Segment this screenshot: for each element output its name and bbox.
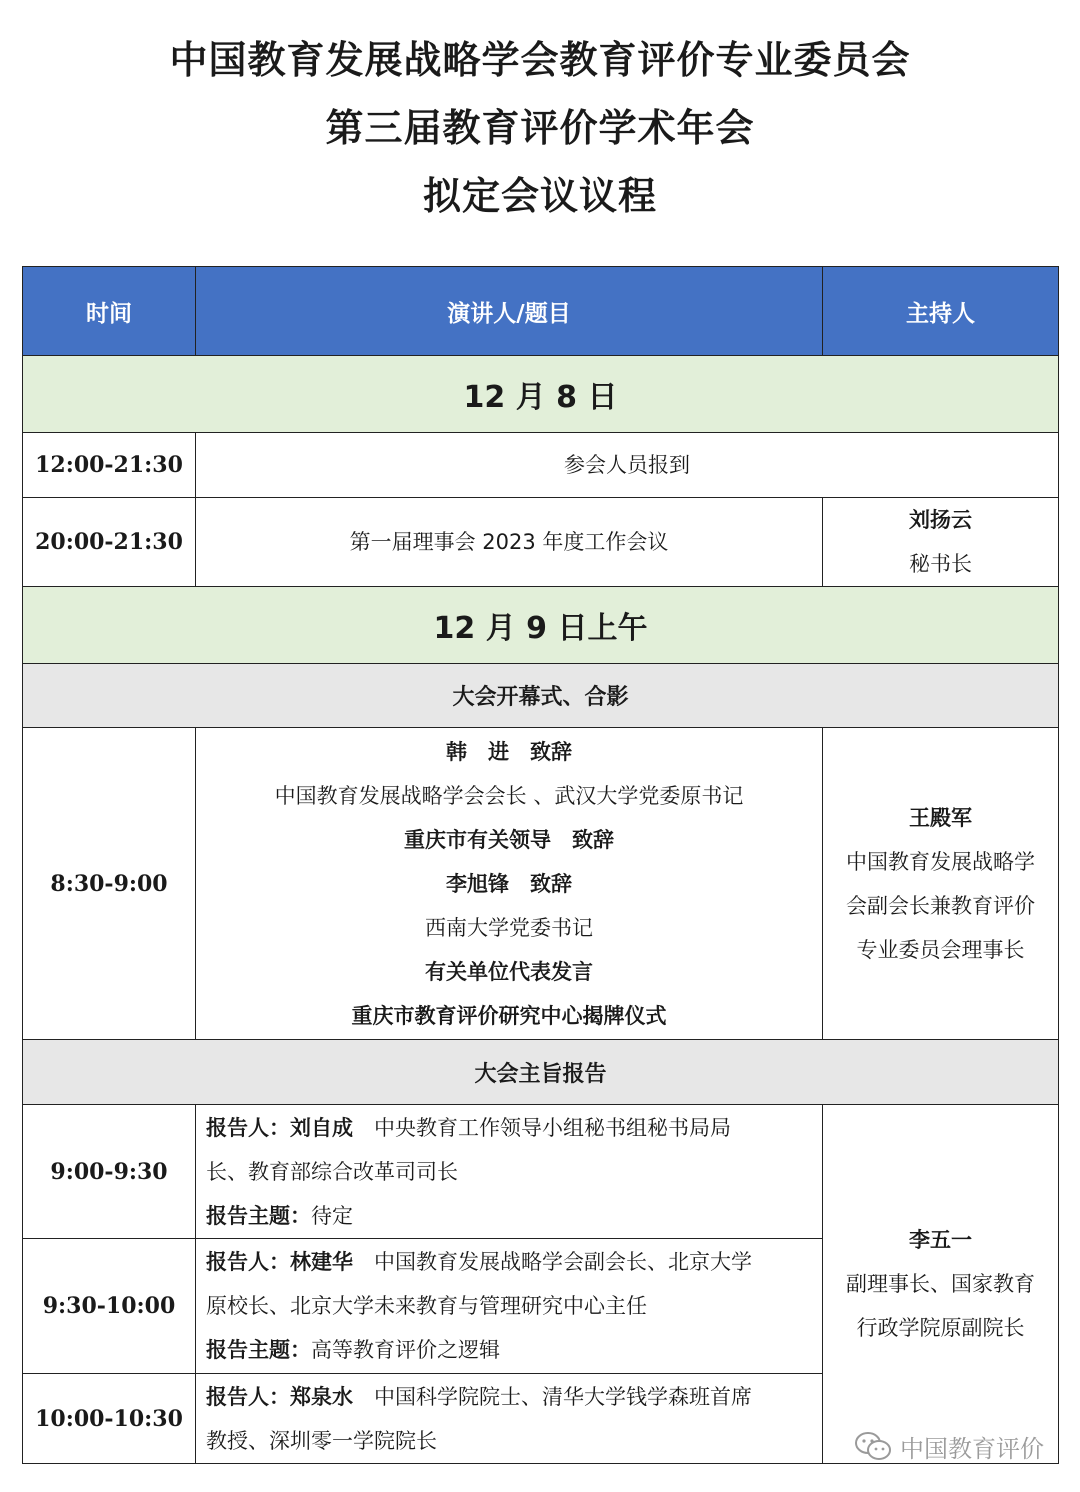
document-title [0,30,1080,234]
reporter-line [206,1106,812,1150]
topic-label: 报告主题： [206,1203,311,1228]
speech-item: 李旭锋 致辞 [446,871,572,896]
report-cell [196,1105,823,1239]
title-line-3: 拟定会议议程 [422,174,657,218]
time-cell: 8:30-9:00 [23,728,196,1040]
reporter-desc: 中央教育工作领导小组秘书组秘书局局 [374,1115,731,1140]
speech-item: 重庆市有关领导 致辞 [404,827,614,852]
speaker-cell [196,728,823,1040]
watermark-text: 中国教育评价 [900,1434,1044,1463]
host-cell [823,1105,1059,1464]
reporter-desc: 中国教育发展战略学会副会长、北京大学 [374,1250,752,1274]
topic-text: 待定 [311,1203,353,1228]
section-label: 大会开幕式、合影 [23,664,1059,728]
time-cell: 12:00-21:30 [23,433,196,498]
reporter-name: 林建华 [290,1250,353,1274]
host-title: 行政学院原副院长 [856,1316,1025,1340]
reporter-name: 郑泉水 [290,1384,353,1409]
header-host: 主持人 [823,267,1059,356]
agenda-table [22,266,1059,1464]
speech-item: 有关单位代表发言 [425,959,593,984]
topic-line [206,1194,812,1238]
topic-text: 高等教育评价之逻辑 [311,1338,500,1362]
host-title: 秘书长 [909,552,972,576]
time-cell: 10:00-10:30 [23,1374,196,1464]
host-cell [823,498,1059,587]
title-line-2: 第三届教育评价学术年会 [325,106,755,150]
title-line-1: 中国教育发展战略学会教育评价专业委员会 [169,38,911,82]
reporter-line [206,1375,812,1419]
reporter-label: 报告人： [206,1384,290,1409]
section-label: 大会主旨报告 [23,1040,1059,1105]
wechat-icon [854,1431,892,1461]
header-row [23,267,1059,356]
section-row [23,664,1059,728]
host-title: 会副会长兼教育评价 [846,893,1035,918]
reporter-name: 刘自成 [290,1115,353,1140]
host-title: 中国教育发展战略学 [846,849,1035,874]
time-cell: 9:30-10:00 [23,1239,196,1374]
speaker-title: 西南大学党委书记 [425,915,593,940]
host-name: 刘扬云 [909,508,972,532]
header-time: 时间 [23,267,196,356]
host-cell [823,728,1059,1040]
host-name: 李五一 [909,1228,972,1252]
topic-line [206,1328,812,1372]
day-row-1 [23,356,1059,433]
header-speaker: 演讲人/题目 [196,267,823,356]
agenda-row [23,433,1059,498]
time-cell: 20:00-21:30 [23,498,196,587]
day-label: 12 月 8 日 [23,356,1059,433]
day-label: 12 月 9 日上午 [23,587,1059,664]
event-cell: 第一届理事会 2023 年度工作会议 [196,498,823,587]
reporter-line [206,1240,812,1284]
report-cell [196,1374,823,1464]
reporter-desc-2: 原校长、北京大学未来教育与管理研究中心主任 [206,1294,647,1318]
reporter-desc-2: 教授、深圳零一学院院长 [206,1428,437,1453]
day-row-2 [23,587,1059,664]
reporter-label: 报告人： [206,1250,290,1274]
agenda-row [23,728,1059,1040]
host-title: 副理事长、国家教育 [846,1272,1035,1296]
topic-label: 报告主题： [206,1338,311,1362]
reporter-desc-2: 长、教育部综合改革司司长 [206,1159,458,1184]
event-cell: 参会人员报到 [196,433,1059,498]
speaker-title: 中国教育发展战略学会会长 、武汉大学党委原书记 [274,783,744,808]
time-cell: 9:00-9:30 [23,1105,196,1239]
speech-item: 韩 进 致辞 [446,739,572,764]
agenda-row [23,498,1059,587]
section-row [23,1040,1059,1105]
reporter-desc: 中国科学院院士、清华大学钱学森班首席 [374,1384,752,1409]
agenda-row [23,1105,1059,1239]
watermark [854,1424,1044,1468]
host-title: 专业委员会理事长 [856,937,1025,962]
host-name: 王殿军 [909,805,972,830]
reporter-label: 报告人： [206,1115,290,1140]
report-cell [196,1239,823,1374]
speech-item: 重庆市教育评价研究中心揭牌仪式 [351,1003,667,1028]
